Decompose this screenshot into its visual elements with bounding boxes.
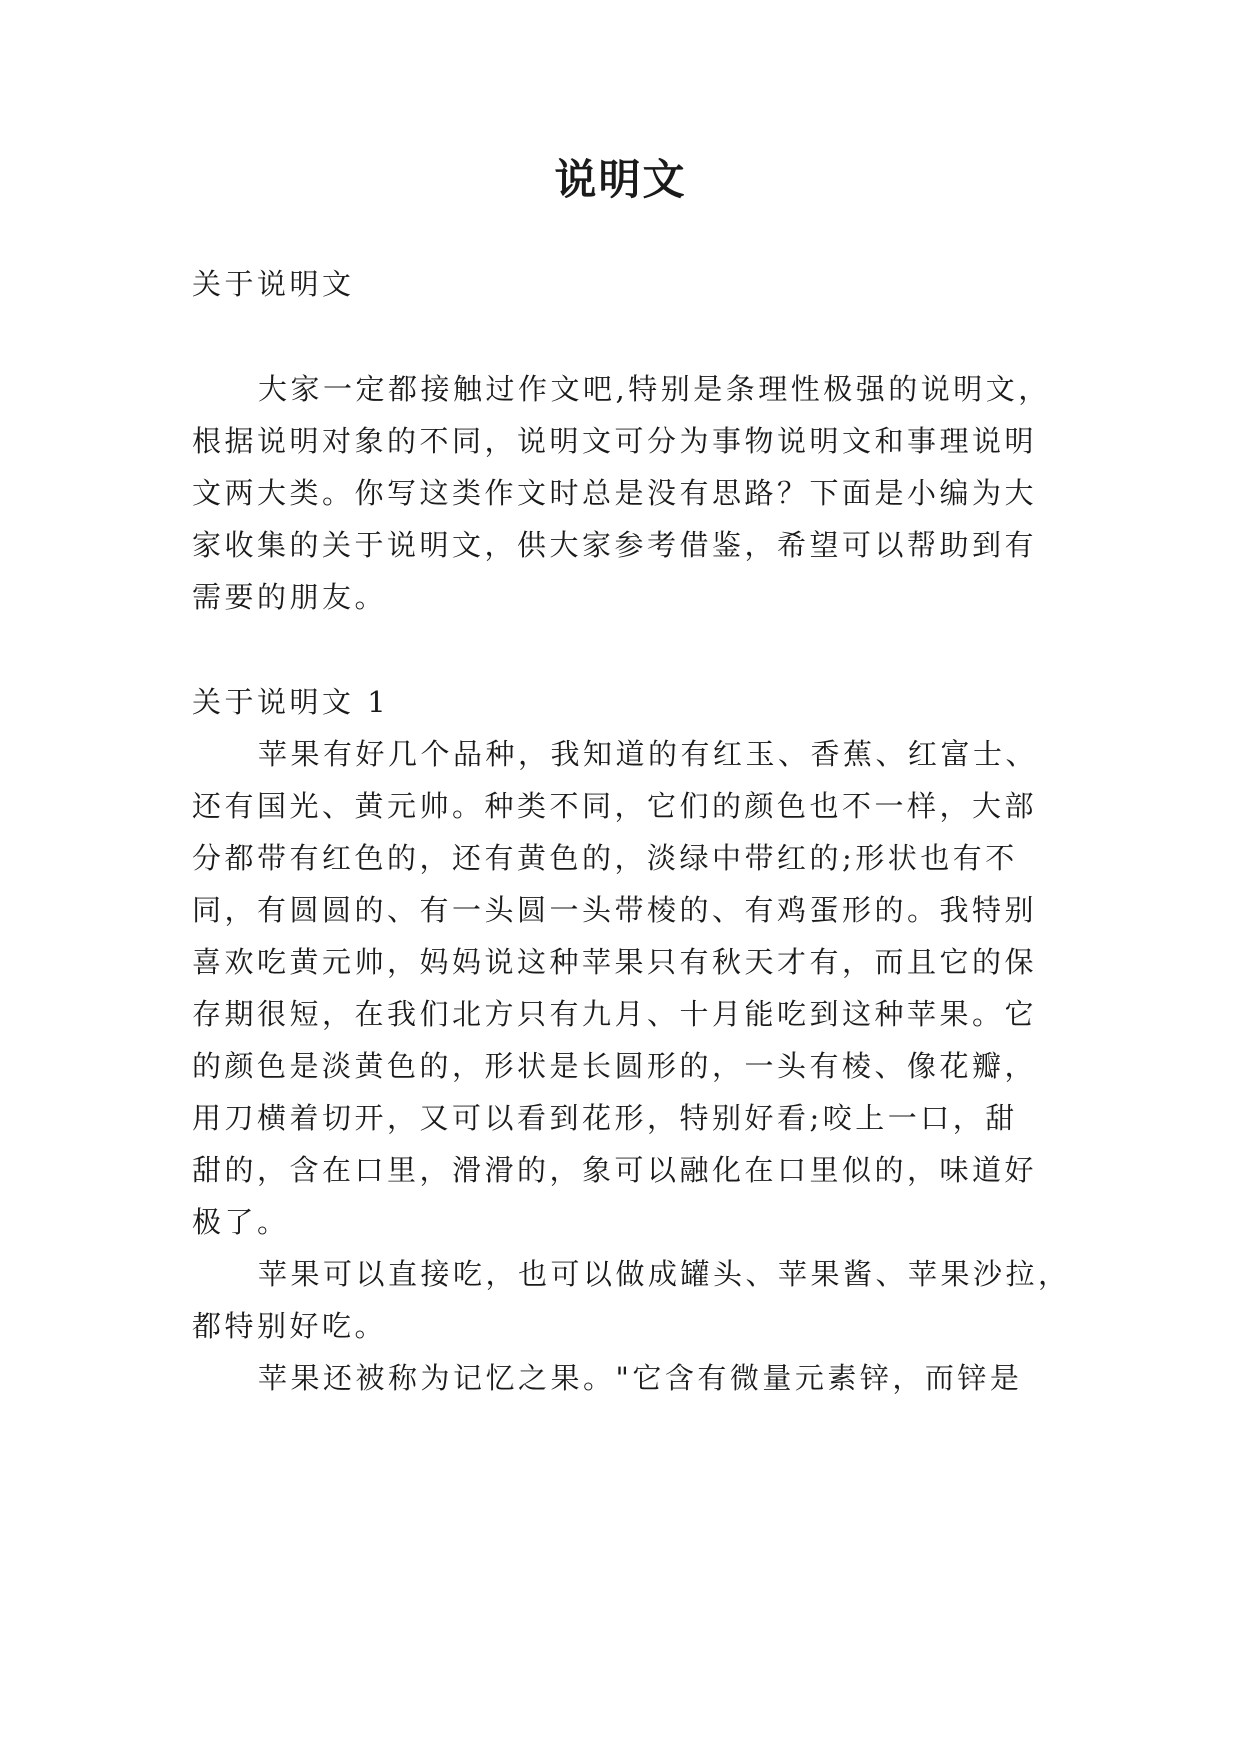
page-title: 说明文 (554, 155, 687, 204)
paragraph-line: 甜的，含在口里，滑滑的，象可以融化在口里似的，味道好 (192, 1153, 1038, 1187)
intro-line: 根据说明对象的不同，说明文可分为事物说明文和事理说明 (192, 424, 1038, 458)
paragraph-line: 极了。 (192, 1205, 290, 1239)
paragraph-line: 苹果可以直接吃，也可以做成罐头、苹果酱、苹果沙拉， (258, 1257, 1071, 1291)
paragraph-line: 都特别好吃。 (192, 1309, 388, 1343)
intro-line: 需要的朋友。 (192, 580, 388, 614)
subtitle: 关于说明文 (192, 267, 355, 301)
paragraph-line: 同，有圆圆的、有一头圆一头带棱的、有鸡蛋形的。我特别 (192, 893, 1038, 927)
intro-line: 文两大类。你写这类作文时总是没有思路？下面是小编为大 (192, 476, 1038, 510)
paragraph-line: 的颜色是淡黄色的，形状是长圆形的，一头有棱、像花瓣， (192, 1049, 1038, 1083)
paragraph-line: 还有国光、黄元帅。种类不同，它们的颜色也不一样，大部 (192, 789, 1038, 823)
intro-line: 家收集的关于说明文，供大家参考借鉴，希望可以帮助到有 (192, 528, 1038, 562)
paragraph-line: 分都带有红色的，还有黄色的，淡绿中带红的;形状也有不 (192, 841, 1018, 875)
intro-line: 大家一定都接触过作文吧,特别是条理性极强的说明文， (258, 372, 1051, 406)
paragraph-line: 存期很短，在我们北方只有九月、十月能吃到这种苹果。它 (192, 997, 1038, 1031)
paragraph-line: 苹果还被称为记忆之果。"它含有微量元素锌，而锌是 (258, 1361, 1023, 1395)
section-heading: 关于说明文 1 (192, 685, 390, 719)
paragraph-line: 喜欢吃黄元帅，妈妈说这种苹果只有秋天才有，而且它的保 (192, 945, 1038, 979)
paragraph-line: 苹果有好几个品种，我知道的有红玉、香蕉、红富士、 (258, 737, 1039, 771)
paragraph-line: 用刀横着切开，又可以看到花形，特别好看;咬上一口，甜 (192, 1101, 1018, 1135)
